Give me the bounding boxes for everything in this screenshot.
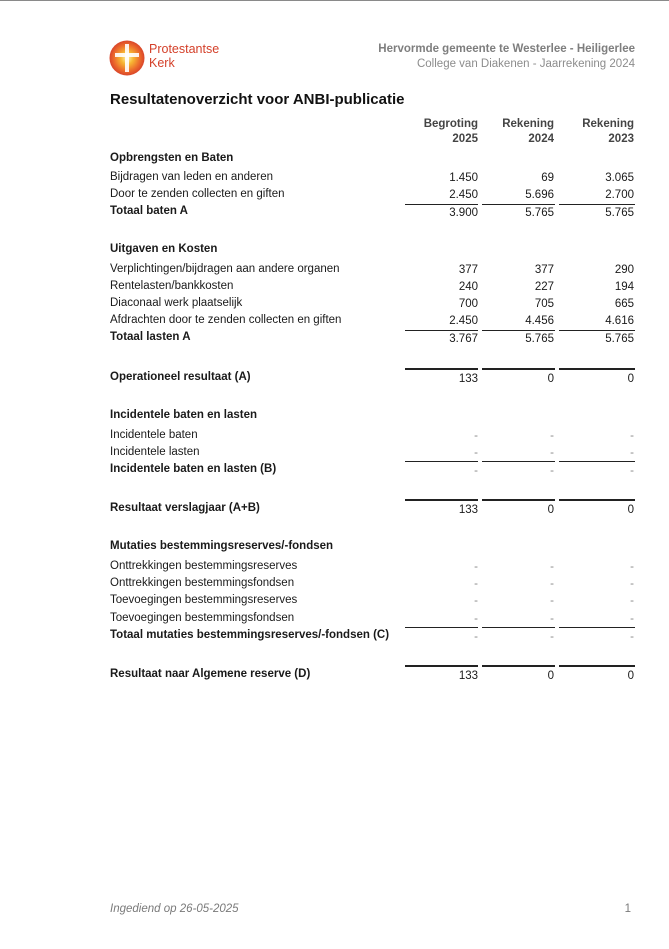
cell-rekening-2023: - xyxy=(630,613,634,625)
cell-rekening-2024: 0 xyxy=(547,373,554,385)
cell-rekening-2023: - xyxy=(630,631,634,643)
cell-rekening-2023: 3.065 xyxy=(605,172,634,184)
organization-name: Hervormde gemeente te Westerlee - Heiligerlee xyxy=(378,43,635,55)
cell-rekening-2024: 0 xyxy=(547,504,554,516)
row-label: Incidentele lasten xyxy=(110,446,200,458)
table-row xyxy=(110,279,636,295)
cell-begroting-2025: 2.450 xyxy=(449,189,478,201)
row-label: Resultaat verslagjaar (A+B) xyxy=(110,502,260,514)
row-label: Incidentele baten en lasten (B) xyxy=(110,463,277,475)
row-label: Totaal mutaties bestemmingsreserves/-fondsen (C) xyxy=(110,629,390,641)
table-row xyxy=(110,611,636,627)
cell-rekening-2024: 5.765 xyxy=(525,207,554,219)
column-header-year: 2023 xyxy=(608,132,634,145)
column-header-rekening-2023 xyxy=(560,117,634,146)
table-row xyxy=(110,296,636,312)
cell-begroting-2025: 377 xyxy=(458,264,478,276)
cell-begroting-2025: 133 xyxy=(458,504,478,516)
row-label: Diaconaal werk plaatselijk xyxy=(110,297,243,309)
logo-line-1: Protestantse xyxy=(149,42,220,56)
cell-rekening-2023: 0 xyxy=(627,504,634,516)
section-heading-lasten xyxy=(110,242,636,258)
row-label: Totaal baten A xyxy=(110,205,188,217)
logo-line-2: Kerk xyxy=(149,56,175,70)
table-row xyxy=(110,593,636,609)
total-row-mutaties xyxy=(110,628,636,644)
cell-rekening-2024: - xyxy=(550,631,554,643)
cell-rekening-2024: - xyxy=(550,595,554,607)
row-label: Toevoegingen bestemmingsreserves xyxy=(110,594,298,606)
row-label: Bijdragen van leden en anderen xyxy=(110,171,274,183)
cell-rekening-2023: - xyxy=(630,430,634,442)
cell-rekening-2024: 4.456 xyxy=(525,315,554,327)
column-header-label: Rekening xyxy=(502,118,554,130)
result-row-algemene-reserve xyxy=(110,667,636,683)
cell-begroting-2025: 133 xyxy=(458,670,478,682)
table-row xyxy=(110,262,636,278)
cell-rekening-2023: - xyxy=(630,447,634,459)
row-label: Onttrekkingen bestemmingsreserves xyxy=(110,560,298,572)
cell-begroting-2025: - xyxy=(474,631,478,643)
cell-rekening-2023: 0 xyxy=(627,373,634,385)
cell-begroting-2025: 2.450 xyxy=(449,315,478,327)
page-title: Resultatenoverzicht voor ANBI-publicatie xyxy=(110,91,405,108)
cell-begroting-2025: - xyxy=(474,430,478,442)
total-row-incidenteel xyxy=(110,462,636,478)
cell-rekening-2024: 377 xyxy=(534,264,554,276)
column-header-year: 2024 xyxy=(528,132,554,145)
column-header-label: Begroting xyxy=(423,118,478,130)
cell-rekening-2024: - xyxy=(550,465,554,477)
section-heading-label: Opbrengsten en Baten xyxy=(110,152,234,164)
cell-rekening-2023: 5.765 xyxy=(605,333,634,345)
cell-rekening-2023: 5.765 xyxy=(605,207,634,219)
cell-rekening-2024: - xyxy=(550,430,554,442)
cell-rekening-2023: 194 xyxy=(614,281,634,293)
table-row xyxy=(110,559,636,575)
cell-rekening-2023: - xyxy=(630,595,634,607)
cell-begroting-2025: 240 xyxy=(458,281,478,293)
row-label: Door te zenden collecten en giften xyxy=(110,188,285,200)
cell-rekening-2023: - xyxy=(630,465,634,477)
row-label: Totaal lasten A xyxy=(110,331,191,343)
cell-begroting-2025: - xyxy=(474,465,478,477)
document-subtitle: College van Diakenen - Jaarrekening 2024 xyxy=(416,57,635,70)
column-header-year: 2025 xyxy=(452,132,478,145)
cell-begroting-2025: - xyxy=(474,447,478,459)
column-header-label: Rekening xyxy=(582,118,634,130)
cell-rekening-2024: 227 xyxy=(534,281,554,293)
top-border xyxy=(0,0,669,1)
cell-begroting-2025: 3.900 xyxy=(449,207,478,219)
cell-rekening-2023: 665 xyxy=(614,298,634,310)
table-row xyxy=(110,445,636,461)
row-label: Verplichtingen/bijdragen aan andere organen xyxy=(110,263,340,275)
section-heading-label: Incidentele baten en lasten xyxy=(110,409,257,421)
submission-date: Ingediend op 26-05-2025 xyxy=(110,903,239,915)
page-number: 1 xyxy=(624,903,631,915)
table-row xyxy=(110,170,636,186)
cell-rekening-2023: 0 xyxy=(627,670,634,682)
document-header xyxy=(378,42,635,71)
cell-begroting-2025: - xyxy=(474,613,478,625)
row-label: Rentelasten/bankkosten xyxy=(110,280,234,292)
cell-rekening-2023: - xyxy=(630,561,634,573)
cell-rekening-2024: - xyxy=(550,578,554,590)
result-row-operationeel xyxy=(110,370,636,386)
cell-begroting-2025: - xyxy=(474,561,478,573)
table-row xyxy=(110,187,636,203)
cell-rekening-2024: 5.765 xyxy=(525,333,554,345)
cell-rekening-2024: 0 xyxy=(547,670,554,682)
column-header-rekening-2024 xyxy=(480,117,554,146)
cell-rekening-2024: - xyxy=(550,447,554,459)
total-row-lasten xyxy=(110,330,636,346)
row-label: Toevoegingen bestemmingsfondsen xyxy=(110,612,295,624)
row-label: Onttrekkingen bestemmingsfondsen xyxy=(110,577,295,589)
section-heading-label: Uitgaven en Kosten xyxy=(110,243,218,255)
cell-rekening-2023: 4.616 xyxy=(605,315,634,327)
row-label: Afdrachten door te zenden collecten en giften xyxy=(110,314,342,326)
cell-begroting-2025: 1.450 xyxy=(449,172,478,184)
section-heading-incidenteel xyxy=(110,408,636,424)
column-header-begroting-2025 xyxy=(404,117,478,146)
cell-begroting-2025: 133 xyxy=(458,373,478,385)
cell-rekening-2024: - xyxy=(550,561,554,573)
cell-begroting-2025: 3.767 xyxy=(449,333,478,345)
cell-begroting-2025: - xyxy=(474,595,478,607)
table-row xyxy=(110,428,636,444)
protestantse-kerk-logo-icon xyxy=(109,40,145,76)
cell-begroting-2025: - xyxy=(474,578,478,590)
cell-rekening-2023: 2.700 xyxy=(605,189,634,201)
cell-rekening-2024: 705 xyxy=(534,298,554,310)
total-row-baten xyxy=(110,204,636,220)
cell-rekening-2023: 290 xyxy=(614,264,634,276)
table-row xyxy=(110,576,636,592)
cell-rekening-2023: - xyxy=(630,578,634,590)
section-heading-label: Mutaties bestemmingsreserves/-fondsen xyxy=(110,540,334,552)
result-row-verslagjaar xyxy=(110,501,636,517)
cell-rekening-2024: 69 xyxy=(541,172,554,184)
cell-rekening-2024: 5.696 xyxy=(525,189,554,201)
row-label: Operationeel resultaat (A) xyxy=(110,371,251,383)
cell-begroting-2025: 700 xyxy=(458,298,478,310)
cell-rekening-2024: - xyxy=(550,613,554,625)
row-label: Resultaat naar Algemene reserve (D) xyxy=(110,668,311,680)
section-heading-baten xyxy=(110,151,636,167)
section-heading-mutaties xyxy=(110,539,636,555)
table-row xyxy=(110,313,636,329)
logo-wordmark xyxy=(149,42,219,70)
row-label: Incidentele baten xyxy=(110,429,198,441)
